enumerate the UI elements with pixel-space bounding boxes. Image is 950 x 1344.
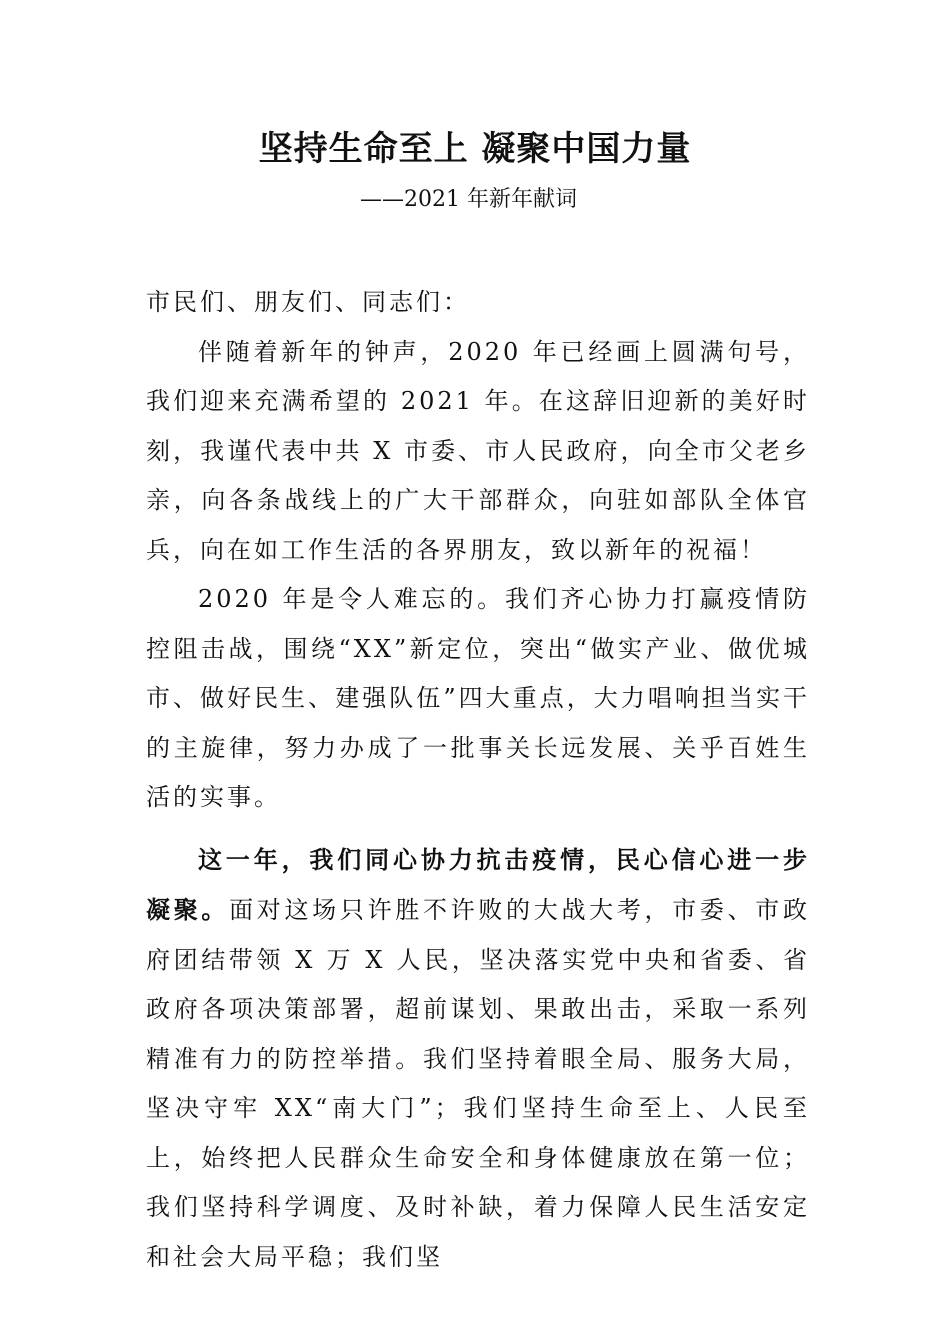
document-subtitle: ——2021 年新年献词: [360, 187, 577, 212]
document-title: 坚持生命至上 凝聚中国力量: [258, 129, 692, 169]
paragraph-3: [146, 835, 810, 1283]
salutation: 市民们、朋友们、同志们：: [146, 288, 470, 316]
paragraph-2: 2020 年是令人难忘的。我们齐心协力打赢疫情防控阻击战，围绕“XX”新定位，突出“做实产业、做优城市、做好民生、建强队伍”四大重点，大力唱响担当实干的主旋律，努力办成了一批事关长远发展、关乎百姓生活的实事。: [146, 585, 810, 811]
paragraph-3-text: 面对这场只许胜不许败的大战大考，市委、市政府团结带领 X 万 X 人民，坚决落实党中央和省委、省政府各项决策部署，超前谋划、果敢出击，采取一系列精准有力的防控举措。我们坚持着眼全局、服务大局，坚决守牢 XX“南大门”；我们坚持生命至上、人民至上，始终把人民群众生命安全和身体健康放在第一位；我们坚持科学调度、及时补缺，着力保障人民生活安定和社会大局平稳；我们坚: [146, 896, 811, 1271]
document-body: [146, 278, 810, 1282]
paragraph-3-lead: 这一年，我们同心协力抗击疫情，民心信心进一步凝聚。: [146, 844, 810, 924]
paragraph-1: 伴随着新年的钟声，2020 年已经画上圆满句号，我们迎来充满希望的 2021 年。在这辞旧迎新的美好时刻，我谨代表中共 X 市委、市人民政府，向全市父老乡亲，向各条战线上的广大干部群众，向驻如部队全体官兵，向在如工作生活的各界朋友，致以新年的祝福！: [146, 337, 810, 564]
